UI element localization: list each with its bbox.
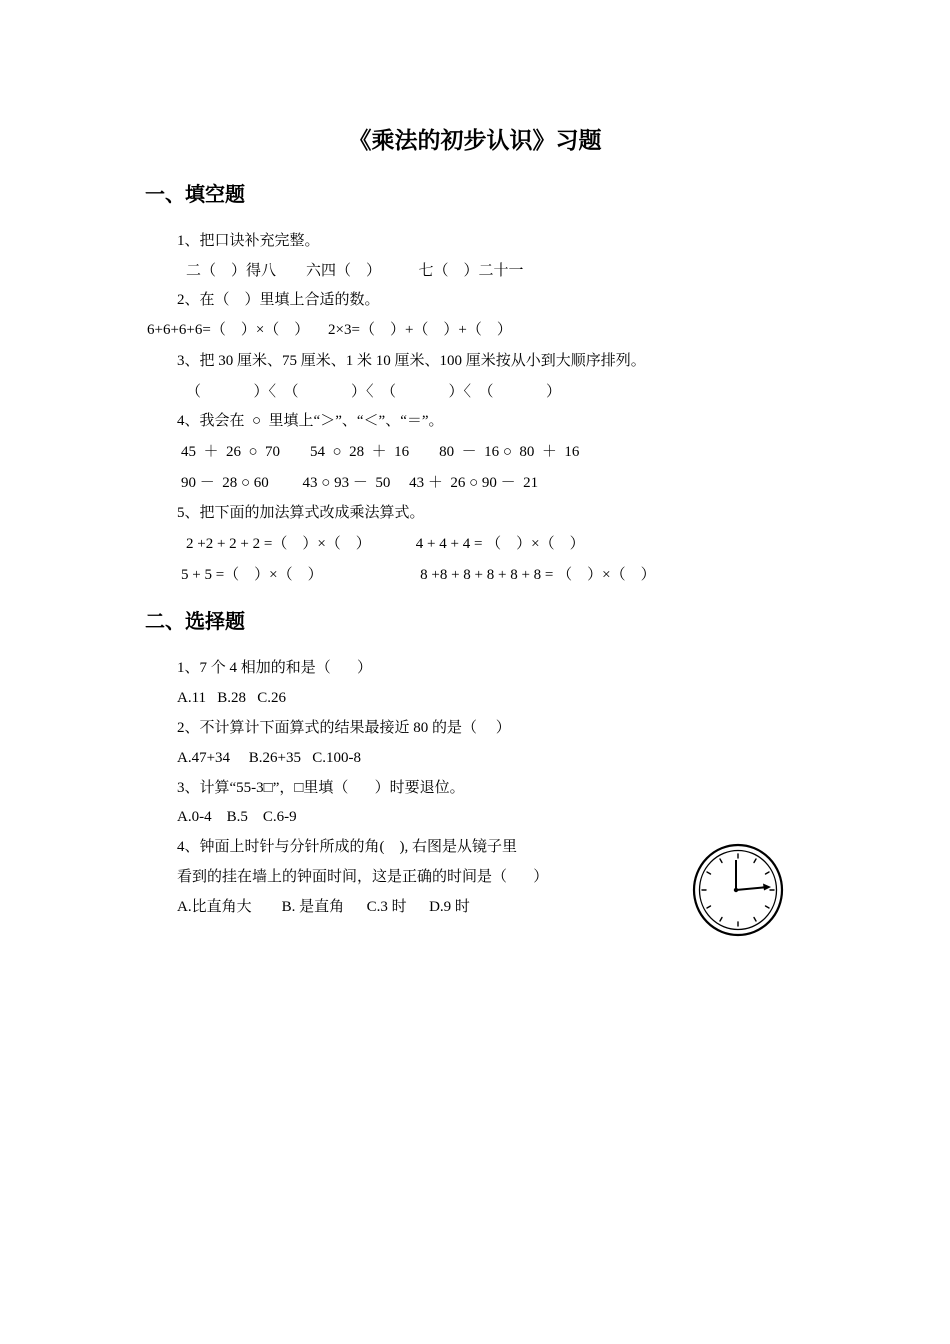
question-line: 90 － 28 ○ 60 43 ○ 93 － 50 43 ＋ 26 ○ 90 － 21 — [181, 475, 539, 491]
question-line: 二（ ）得八 六四（ ） 七（ ）二十一 — [186, 263, 524, 279]
question-line: 3、把 30 厘米、75 厘米、1 米 10 厘米、100 厘米按从小到大顺序排列。 — [177, 353, 646, 369]
section-heading-fill-in: 一、填空题 — [145, 184, 245, 206]
question-line: 看到的挂在墙上的钟面时间，这是正确的时间是（ ） — [177, 869, 549, 885]
question-line: 4、我会在 ○ 里填上“＞”、“＜”、“＝”。 — [177, 413, 444, 429]
question-line: 5、把下面的加法算式改成乘法算式。 — [177, 505, 425, 521]
question-line: A.0-4 B.5 C.6-9 — [177, 809, 297, 825]
question-line: 3、计算“55-3□”，□里填（ ）时要退位。 — [177, 780, 465, 796]
question-line: 2、不计算计下面算式的结果最接近 80 的是（ ） — [177, 720, 511, 736]
question-line: A.比直角大 B. 是直角 C.3 时 D.9 时 — [177, 899, 470, 915]
question-line: 6+6+6+6=（ ）×（ ） 2×3=（ ）+（ ）+（ ） — [147, 322, 512, 338]
question-line: 2、在（ ）里填上合适的数。 — [177, 292, 380, 308]
question-line: 1、7 个 4 相加的和是（ ） — [177, 660, 373, 676]
question-line: 2 +2 + 2 + 2 =（ ）×（ ） 4 + 4 + 4 = （ ）×（ ） — [186, 536, 585, 552]
question-line: A.47+34 B.26+35 C.100-8 — [177, 750, 362, 766]
clock-face-icon — [692, 843, 784, 937]
question-line: 45 ＋ 26 ○ 70 54 ○ 28 ＋ 16 80 － 16 ○ 80 ＋ 16 — [181, 444, 580, 460]
page-title: 《乘法的初步认识》习题 — [348, 128, 602, 153]
question-line: （ ）〈 （ ）〈 （ ）〈 （ ） — [186, 384, 562, 400]
question-line: 1、把口诀补充完整。 — [177, 233, 320, 249]
question-line: 5 + 5 =（ ）×（ ） 8 +8 + 8 + 8 + 8 + 8 = （ ）×（ ） — [181, 567, 656, 583]
section-heading-choice: 二、选择题 — [145, 611, 245, 633]
question-line: 4、钟面上时针与分针所成的角( ), 右图是从镜子里 — [177, 839, 517, 855]
question-line: A.11 B.28 C.26 — [177, 690, 287, 706]
